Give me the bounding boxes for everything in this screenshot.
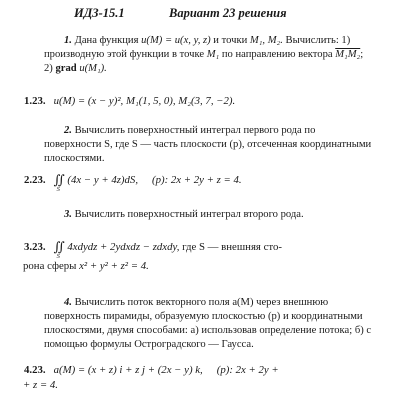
problem-1-23-expression: u(M) = (x − y)², M₁(1, 5, 0), M₂(3, 7, −2). bbox=[53, 95, 236, 107]
problem-4-23-continuation: + z = 4. bbox=[23, 379, 58, 391]
problem-1-23-label: 1.23. bbox=[24, 95, 46, 107]
assignment-code: ИДЗ-15.1 bbox=[74, 6, 125, 20]
problem-3-23-continuation: рона сферы x² + y² + z² = 4. bbox=[23, 260, 149, 272]
double-integral-sign: ∬ S bbox=[53, 172, 65, 193]
task-1-number: 1. bbox=[64, 35, 72, 46]
problem-4-23-field: a(M) = (x + z) i + z j + (2x − y) k, bbox=[53, 364, 203, 376]
problem-2-23-plane: (p): 2x + 2y + z = 4. bbox=[152, 174, 242, 186]
grad-operator: grad bbox=[55, 63, 77, 74]
task-3-number: 3. bbox=[64, 209, 72, 220]
task-4-statement: 4. Вычислить поток векторного поля a(M) через внешнюю поверхность пирамиды, образуемую плоскостью (p) и координатными плоскостями, двумя способами: а) использовав определение потока; б) с помощью формулы Остроградского — Гаусса. bbox=[44, 297, 372, 350]
problem-3-23-integrand: 4xdydz + 2ydxdz − zdxdy, bbox=[67, 241, 180, 253]
task-2-statement: 2. Вычислить поверхностный интеграл первого рода по поверхности S, где S — часть плоскости (p), отсеченная координатными плоскостями. bbox=[44, 125, 372, 164]
vector-m1m2: M₁M₂ bbox=[335, 49, 361, 60]
problem-2-23-label: 2.23. bbox=[24, 174, 46, 186]
problem-4-23-plane: (p): 2x + 2y + bbox=[216, 364, 279, 376]
sphere-equation: x² + y² + z² = 4. bbox=[79, 260, 149, 272]
problem-1-23 bbox=[24, 94, 384, 108]
problem-3-23: 3.23. ∬ S 4xdydz + 2ydxdz − zdxdy, где S — внешняя сто- bbox=[24, 239, 282, 260]
problem-2-23-integrand: (4x − y + 4z)dS, bbox=[67, 174, 139, 186]
task-1-statement: 1. Дана функция u(M) = u(x, y, z) и точки M₁, M₂. Вычислить: 1) производную этой функции в точке M₁ по направлению вектора M₁M₂; 2) grad u(M₁). bbox=[44, 35, 364, 74]
problem-3-23-label: 3.23. bbox=[24, 241, 46, 253]
problem-4-23-label: 4.23. bbox=[24, 364, 46, 376]
page-header bbox=[0, 6, 400, 22]
problem-4-23 bbox=[24, 363, 384, 377]
task-3-statement: 3. Вычислить поверхностный интеграл второго рода. bbox=[64, 209, 304, 220]
double-integral-sign: ∬ S bbox=[53, 239, 65, 260]
problem-2-23 bbox=[24, 172, 384, 193]
task-4-number: 4. bbox=[64, 297, 72, 308]
task-2-number: 2. bbox=[64, 125, 72, 136]
variant-title: Вариант 23 решения bbox=[169, 6, 287, 20]
